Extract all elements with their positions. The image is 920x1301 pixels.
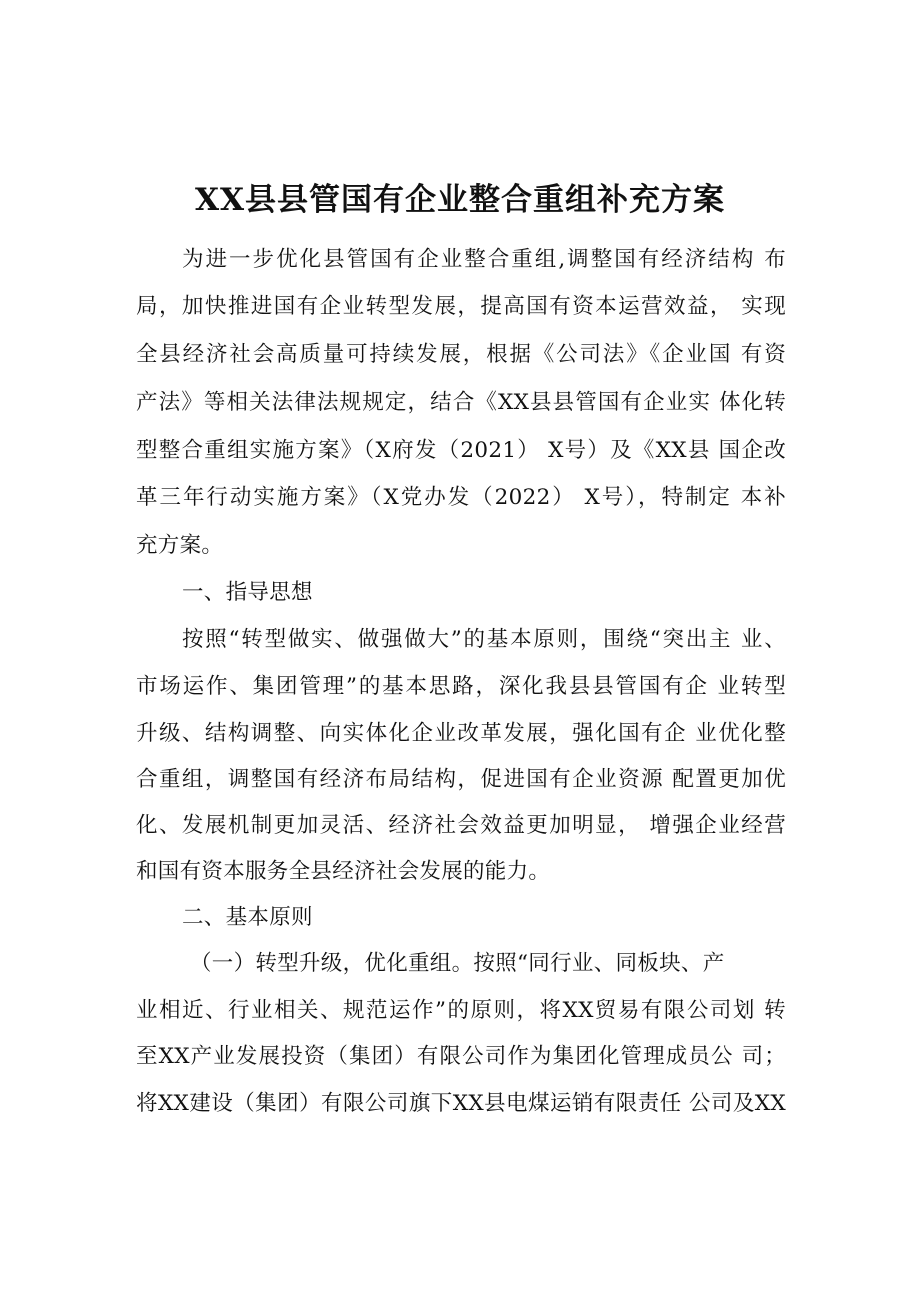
paragraph-line: 革三年行动实施方案》（X党办发（2022） X号），特制定 本补 xyxy=(136,485,786,510)
section-heading-guiding-ideology: 一、指导思想 xyxy=(182,580,313,605)
paragraph-line: 局，加快推进国有企业转型发展，提高国有资本运营效益， 实现 xyxy=(136,294,786,319)
document-title: XX县县管国有企业整合重组补充方案 xyxy=(194,182,726,218)
paragraph-line: 型整合重组实施方案》（X府发（2021） X号）及《XX县 国企改 xyxy=(136,438,786,463)
section-heading-basic-principles: 二、基本原则 xyxy=(182,905,313,930)
paragraph-line: 合重组，调整国有经济布局结构，促进国有企业资源 配置更加优 xyxy=(136,767,786,792)
paragraph-line: 和国有资本服务全县经济社会发展的能力。 xyxy=(136,859,551,884)
paragraph-line: （一）转型升级，优化重组。按照“同行业、同板块、产 xyxy=(190,951,725,976)
paragraph-line: 化、发展机制更加灵活、经济社会效益更加明显， 增强企业经营 xyxy=(136,813,786,838)
paragraph-line: 按照“转型做实、做强做大”的基本原则，围绕“突出主 业、 xyxy=(182,627,786,652)
paragraph-line: 将XX建设（集团）有限公司旗下XX县电煤运销有限责任 公司及XX xyxy=(136,1091,786,1116)
paragraph-line: 全县经济社会高质量可持续发展，根据《公司法》《企业国 有资 xyxy=(136,342,786,367)
paragraph-line: 至XX产业发展投资（集团）有限公司作为集团化管理成员公 司； xyxy=(136,1044,786,1069)
paragraph-line: 升级、结构调整、向实体化企业改革发展，强化国有企 业优化整 xyxy=(136,721,786,746)
paragraph-line: 充方案。 xyxy=(136,533,224,558)
paragraph-line: 市场运作、集团管理”的基本思路，深化我县县管国有企 业转型 xyxy=(136,674,786,699)
paragraph-line: 为进一步优化县管国有企业整合重组,调整国有经济结构 布 xyxy=(182,247,786,272)
paragraph-line: 产法》等相关法律法规规定，结合《XX县县管国有企业实 体化转 xyxy=(136,390,786,415)
paragraph-line: 业相近、行业相关、规范运作”的原则，将XX贸易有限公司划 转 xyxy=(136,998,786,1023)
